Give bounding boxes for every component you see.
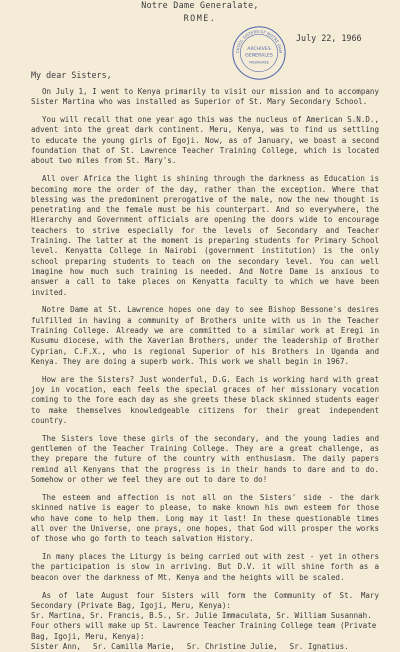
stamp-line-3: MILWAUKEE [249, 60, 269, 65]
sister-name: Sr. Christine Julie, [186, 642, 278, 651]
paragraph: In many places the Liturgy is being carried out with zest - yet in others the participation is slow in arriving. But D.V. it will shine forth as a beacon over the darkness of Mt. Kenya and the heights will be scaled. [31, 552, 379, 582]
salutation: My dear Sisters, [31, 70, 112, 80]
archives-stamp [231, 25, 287, 81]
paragraph: On July 1, I went to Kenya primarily to visit our mission and to accompany Sister Martina who was installed as Superior of St. Mary Secondary School. [31, 87, 379, 107]
paragraph: How are the Sisters? Just wonderful, D.G. Each is working hard with great joy in vocation, each feels the special graces of her missionary vocation coming to the fore each day as she greets these black skinned students eager to make themselves knowledgeable citizens for their great independent country. [31, 374, 379, 425]
paragraph: Notre Dame at St. Lawrence hopes one day to see Bishop Bessone's desires fulfilled in having a community of Brothers unite with us in the Teacher Training College. Already we are committed to a similar work at Eregi in Kusumu diocese, with the Xaverian Brothers, under the leadership of Brother Cyprian, C.F.X., who is regional Superior of his Brothers in Uganda and Kenya. They are doing a superb work. This work we shall begin in 1967. [31, 305, 379, 366]
stamp-line-2: GENERALES [245, 53, 273, 59]
sister-name: Sister Ann, [31, 642, 81, 651]
paragraph: As of late August four Sisters will form the Community of St. Mary Secondary (Private Bag, Igoji, Meru, Kenya): [31, 590, 379, 610]
paragraph: The Sisters love these girls of the secondary, and the young ladies and gentlemen of the Teacher Training College. They are a great challenge, as they prepare the future of the country with enthusiasm. The daily papers remind all Kenyans that the progress is in their hands to dare and to do. Somehow or other we feel they are out to dare to do! [31, 433, 379, 485]
list-line: Bag, Igoji, Meru, Kenya): [31, 631, 145, 641]
letterhead-line-2: ROME. [183, 13, 217, 23]
paragraph: The esteem and affection is not all on the Sisters' side - the dark skinned native is eager to please, to make known his own esteem for those who have come to help them. Long may it last! In these questionable times all over the Universe, one prays, one hopes, that God will prosper the works of those who go forth to teach salvation History. [31, 492, 379, 544]
final-names-row [31, 642, 379, 652]
stamp-arc-text: CHOOL SISTERS OF NOTRE DAM [234, 28, 284, 54]
letterhead-line-1: Notre Dame Generalate, [141, 0, 259, 10]
sister-name: Sr. Ignatius. [289, 642, 349, 651]
list-line: Four others will make up St. Lawrence Teacher Training College team (Private [31, 621, 377, 631]
paragraph: All over Africa the light is shining through the darkness as Education is becoming more the order of the day, rather than the exception. Where that blessing was the predominent prerogative of the male, now the new thought is penetrating and the female must be his counterpart. And so everywhere, the Hierarchy and Government officials are opening the doors wide to encourage teachers to strive especially for the levels of Secondary and Teacher Training. The latter at the moment is preparing students for Primary School level. Kenyatta College in Nairobi (government institution) is the only school preparing students to teach on the secondary level. You can well imagine how much such training is needed. And Notre Dame is anxious to answer a call to take places on Kenyatta faculty to which we have been invited. [31, 174, 379, 297]
letter-body [31, 87, 379, 652]
assignment-list [31, 611, 379, 642]
list-line: Sr. Martina, Sr. Francis, B.S., Sr. Julie Immaculata, Sr. William Susannah. [31, 611, 372, 621]
paragraph: You will recall that one year ago this was the nucleus of American S.N.D., advent into the great dark continent. Meru, Kenya, was to find us settling to educate the young girls of Egoji. Now, as of January, we boast a second foundation that of St. Lawrence Teacher Training College, which is located about two miles from St. Mary's. [31, 115, 379, 166]
letter-date: July 22, 1966 [296, 33, 362, 43]
sister-name: Sr. Camilla Marie, [92, 642, 175, 651]
stamp-line-1: ARCHIVES [247, 47, 271, 53]
